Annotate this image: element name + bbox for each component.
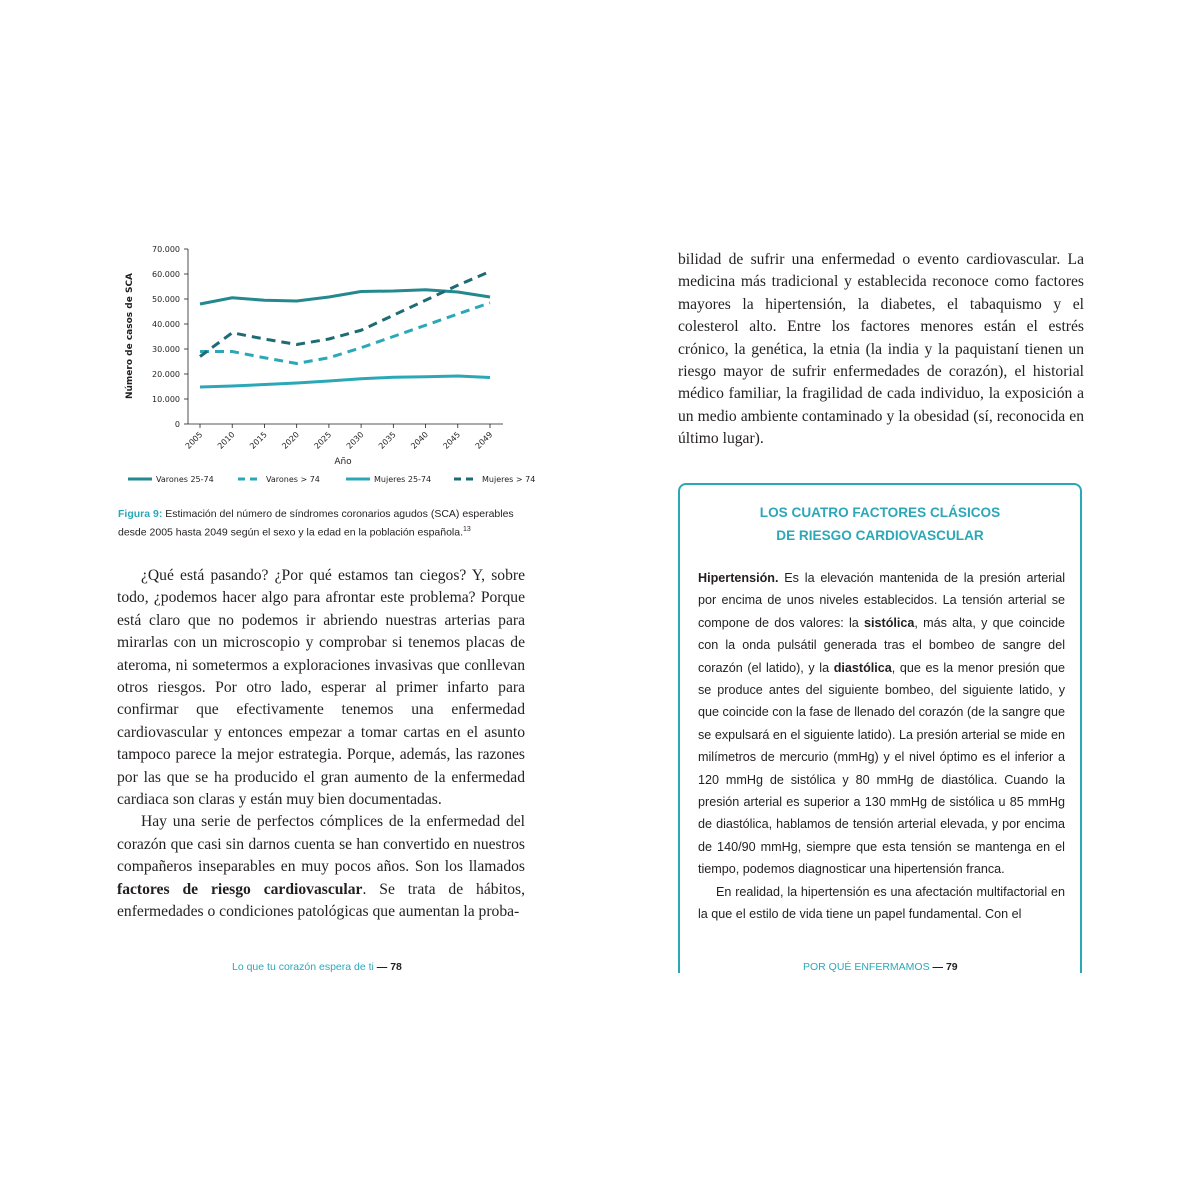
risk-factors-box	[678, 483, 1082, 973]
x-tick-label: 2010	[215, 430, 237, 451]
series-line-3	[200, 272, 490, 357]
left-body-text	[117, 565, 525, 924]
y-tick-label: 20.000	[152, 370, 180, 379]
y-tick-label: 30.000	[152, 345, 180, 354]
series-line-0	[200, 290, 490, 304]
box-title-line-1: LOS CUATRO FACTORES CLÁSICOS	[759, 505, 1001, 520]
figure-caption-text: Estimación del número de síndromes coronarios agudos (SCA) esperables desde 2005 hasta 2049 según el sexo y la edad en la población española.	[118, 508, 514, 539]
left-paragraph-2-start: Hay una serie de perfectos cómplices de la enfermedad del corazón que casi sin darnos cuenta se han convertido en nuestros compañeros inseparables en muy pocos años. Son los llamados	[117, 813, 525, 876]
box-paragraph-1	[698, 567, 1065, 881]
left-footer-title: Lo que tu corazón espera de ti	[232, 961, 374, 973]
figure-caption-reference: 13	[463, 526, 471, 533]
right-footer-title: POR QUÉ ENFERMAMOS	[803, 961, 930, 973]
x-tick-label: 2005	[183, 430, 205, 451]
y-tick-label: 60.000	[152, 270, 180, 279]
sca-line-chart	[118, 240, 538, 490]
box-title-line-2: DE RIESGO CARDIOVASCULAR	[776, 528, 984, 543]
x-tick-label: 2040	[409, 430, 430, 451]
legend-label-3: Mujeres > 74	[482, 475, 536, 484]
series-line-2	[200, 376, 490, 387]
x-tick-label: 2035	[376, 430, 398, 451]
y-tick-label: 0	[174, 420, 180, 429]
x-tick-label: 2020	[280, 430, 302, 451]
y-axis-label: Número de casos de SCA	[125, 272, 135, 400]
x-tick-label: 2025	[312, 430, 334, 451]
legend-label-0: Varones 25-74	[156, 475, 214, 484]
right-footer	[803, 961, 958, 973]
y-tick-label: 10.000	[152, 395, 180, 404]
hypertension-term: Hipertensión.	[698, 571, 779, 585]
left-footer	[232, 961, 402, 973]
legend-label-1: Varones > 74	[266, 475, 320, 484]
y-tick-label: 70.000	[152, 245, 180, 254]
diastolic-term: diastólica	[833, 660, 892, 675]
left-paragraph-1: ¿Qué está pasando? ¿Por qué estamos tan ciegos? Y, sobre todo, ¿podemos hacer algo para afrontar este problema? Porque está claro que no podemos ir abriendo nuestras arterias para mirarlas con un microscopio y comprobar si tenemos placas de ateroma, ni sometermos a exploraciones invasivas que conllevan otros riesgos. Por otro lado, esperar al primer infarto para confirmar que efectivamente tenemos una enfermedad cardiovascular y entonces empezar a tomar cartas en el asunto tampoco parece la mejor estrategia. Porque, además, las razones por las que se ha producido el gran aumento de la enfermedad cardiaca son claras y están muy bien documentadas.	[117, 567, 525, 809]
x-tick-label: 2049	[473, 430, 495, 451]
x-axis-label: Año	[334, 457, 352, 467]
risk-factors-term: factores de riesgo cardiovascular	[117, 880, 363, 898]
right-paragraph-1: bilidad de sufrir una enfermedad o evento cardiovascular. La medicina más tradicional y establecida reconoce como factores mayores la hipertensión, la diabetes, el tabaquismo y el colesterol alto. Entre los factores menores están el estrés crónico, la genética, la etnia (la india y la paquistaní tienen un riesgo mayor de sufrir enfermedades de corazón), el historial médico familiar, la fragilidad de cada individuo, la exposición a un medio ambiente contaminado y la obesidad (sí, reconocida en último lugar).	[678, 251, 1084, 448]
box-text-3: , que es la menor presión que se produce antes del siguiente bombeo, del siguiente latido, y que coincide con la fase de llenado del corazón (de la sangre que se expulsará en el siguiente latido). La presión arterial se mide en milímetros de mercurio (mmHg) y el nivel óptimo es el inferior a 120 mmHg de sistólica y 80 mmHg de diastólica. Cuando la presión arterial es superior a 130 mmHg de sistólica u 85 mmHg de diastólica, hablamos de tensión arterial elevada, y por encima de 140/90 mmHg, siempre que esta tensión se mantenga en el tiempo, podemos diagnosticar una hipertensión franca.	[698, 660, 1065, 877]
right-page	[600, 0, 1200, 1200]
box-paragraph-2: En realidad, la hipertensión es una afectación multifactorial en la que el estilo de vida tiene un papel fundamental. Con el	[698, 884, 1065, 922]
figure-label: Figura 9:	[118, 508, 163, 520]
x-tick-label: 2030	[344, 430, 366, 451]
box-title	[680, 501, 1080, 547]
box-body	[698, 567, 1065, 926]
legend-label-2: Mujeres 25-74	[374, 475, 432, 484]
x-tick-label: 2015	[248, 430, 269, 451]
x-tick-label: 2045	[441, 430, 463, 451]
box-text-1: Es la elevación mantenida de la presión arterial por encima de unos niveles establecidos. La tensión arterial se compone de dos valores: la	[698, 571, 1065, 630]
systolic-term: sistólica	[864, 615, 915, 630]
right-body-text	[678, 249, 1084, 451]
y-tick-label: 40.000	[152, 320, 180, 329]
left-paragraph-2	[117, 811, 525, 923]
box-text-2: , más alta, y que coincide con la onda pulsátil generada tras el bombeo de sangre del corazón (el latido), y la	[698, 615, 1065, 675]
y-tick-label: 50.000	[152, 295, 180, 304]
right-page-number: — 79	[929, 961, 958, 973]
left-paragraph-2-end: . Se trata de hábitos, enfermedades o condiciones patológicas que aumentan la proba-	[117, 880, 525, 921]
figure-caption	[118, 507, 538, 541]
left-page-number: — 78	[373, 961, 402, 973]
